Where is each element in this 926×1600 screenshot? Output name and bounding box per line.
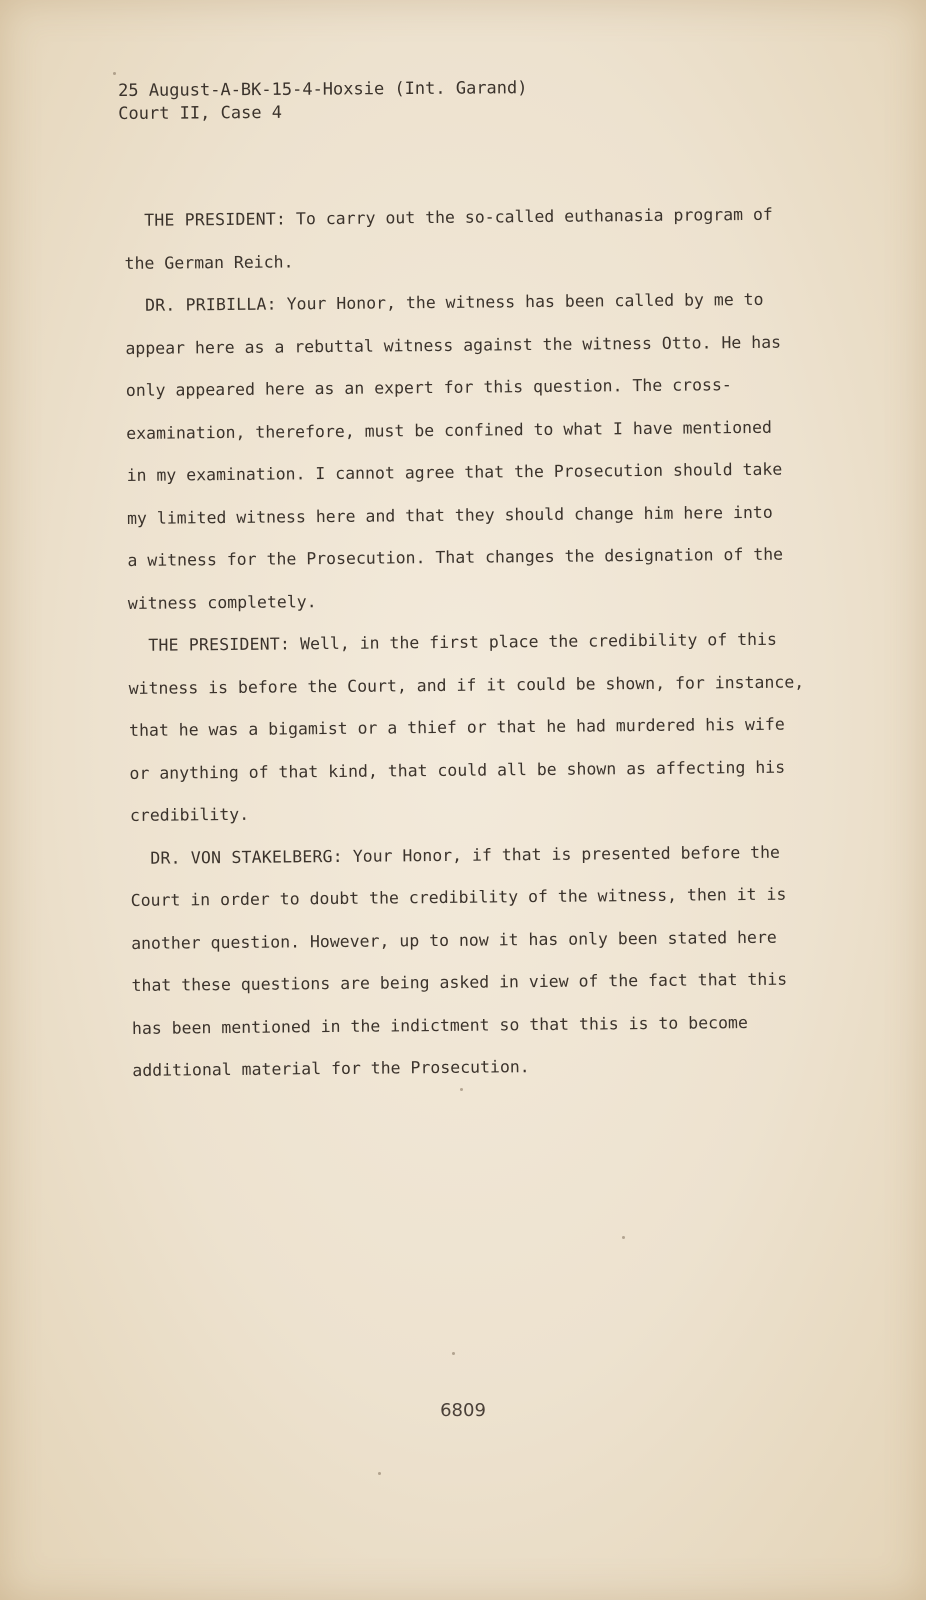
paper-speck: [113, 72, 116, 75]
header-court-line: Court II, Case 4: [118, 102, 283, 124]
transcript-line: Your Honor, if that is presented before the: [352, 842, 781, 866]
transcript-paragraph: [124, 193, 845, 285]
paper-speck: [378, 1472, 381, 1475]
transcript-line: that he was a bigamist or a thief or that he had murdered his wife: [129, 714, 785, 740]
transcript-line: Well, in the first place the credibility of this: [299, 629, 777, 654]
transcript-line: To carry out the so-called euthanasia program of: [295, 204, 773, 229]
paper-speck: [460, 1088, 463, 1091]
paper-speck: [452, 1352, 455, 1355]
transcript-paragraph: [130, 831, 852, 1093]
transcript-line: examination, therefore, must be confined to what I have mentioned: [126, 417, 773, 443]
transcript-paragraph: [128, 618, 850, 837]
transcript-line: has been mentioned in the indictment so that this is to become: [131, 1012, 748, 1038]
transcript-line: that these questions are being asked in view of the fact that this: [131, 969, 788, 995]
transcript-line: in my examination. I cannot agree that the Prosecution should take: [126, 459, 783, 485]
transcript-line: credibility.: [129, 804, 250, 825]
transcript-line: another question. However, up to now it has only been stated here: [131, 927, 777, 953]
transcript-line: additional material for the Prosecution.: [132, 1057, 530, 1080]
paper-speck: [622, 1236, 625, 1239]
transcript-line: witness completely.: [127, 591, 317, 613]
transcript-line: or anything of that kind, that could all be shown as affecting his: [129, 757, 786, 783]
transcript-line: appear here as a rebuttal witness against the witness Otto. He has: [125, 332, 782, 358]
transcript-paragraph: [125, 278, 848, 625]
transcript-line: the German Reich.: [124, 251, 294, 273]
transcript-line: my limited witness here and that they should change him here into: [126, 502, 773, 528]
speaker-label: DR. PRIBILLA:: [144, 294, 277, 315]
transcript-body: [124, 193, 853, 1092]
speaker-label: DR. VON STAKELBERG:: [150, 846, 343, 868]
transcript-line: a witness for the Prosecution. That changes the designation of the: [127, 544, 784, 570]
transcript-line: only appeared here as an expert for this question. The cross-: [125, 375, 732, 400]
speaker-label: THE PRESIDENT:: [144, 209, 287, 230]
speaker-label: THE PRESIDENT:: [148, 634, 291, 655]
transcript-line: Your Honor, the witness has been called by me to: [286, 289, 764, 314]
header-session-line: 25 August-A-BK-15-4-Hoxsie (Int. Garand): [118, 78, 528, 101]
page-number: 6809: [440, 1400, 486, 1421]
transcript-line: witness is before the Court, and if it could be shown, for instance,: [128, 671, 805, 698]
document-header: [118, 77, 528, 126]
transcript-line: Court in order to doubt the credibility of the witness, then it is: [130, 884, 787, 910]
